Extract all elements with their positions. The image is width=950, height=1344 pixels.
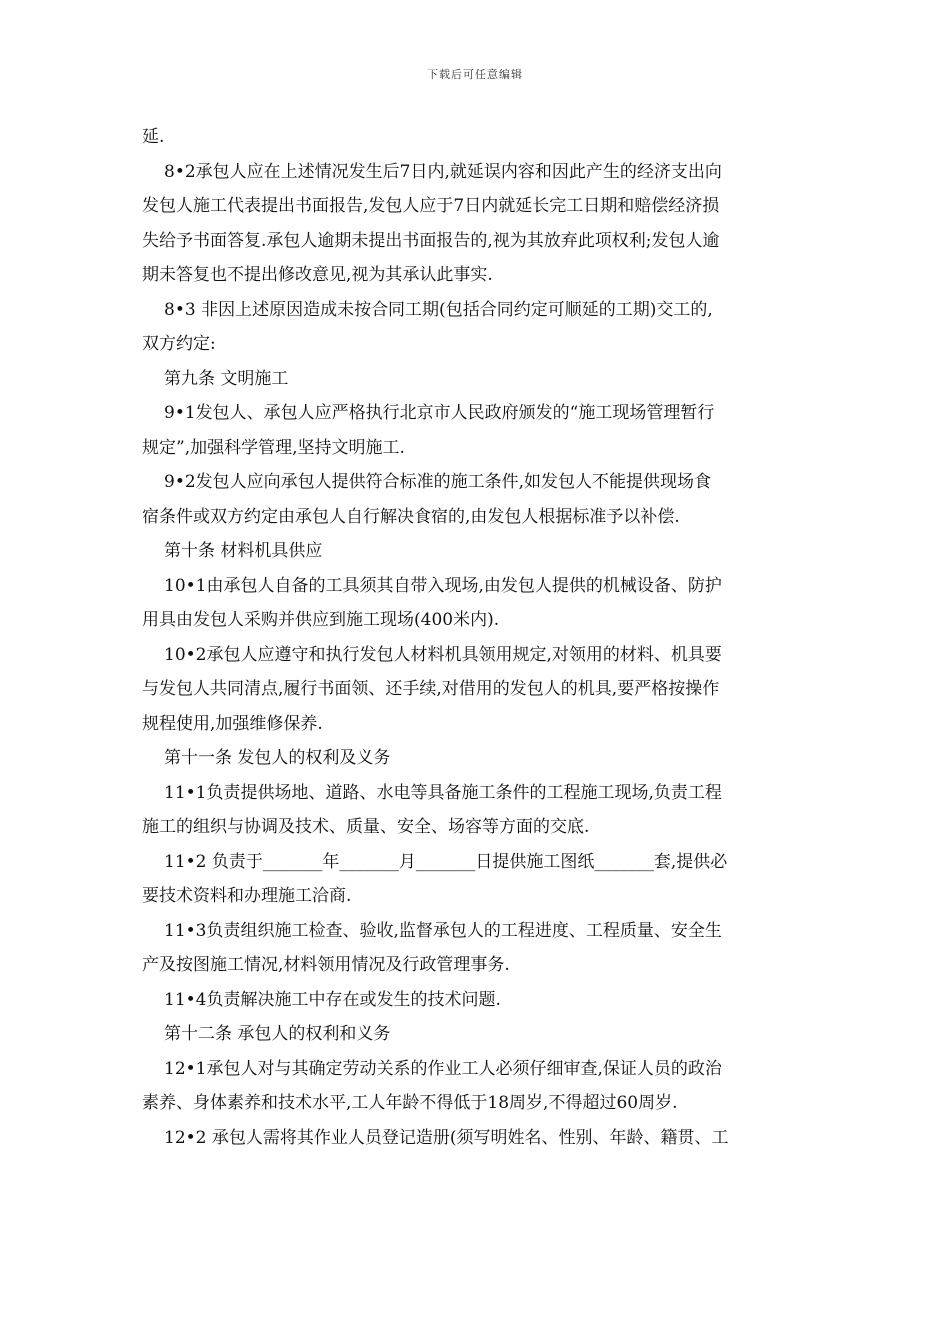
text-line: 期未答复也不提出修改意见,视为其承认此事实.	[142, 265, 493, 285]
text-line: 9•2发包人应向承包人提供符合标准的施工条件,如发包人不能提供现场食	[164, 472, 712, 492]
text-line: 12•2 承包人需将其作业人员登记造册(须写明姓名、性别、年龄、籍贯、工	[164, 1127, 729, 1148]
text-line: 要技术资料和办理施工洽商.	[142, 886, 352, 906]
text-line: 第十一条 发包人的权利及义务	[164, 748, 391, 768]
text-line: 延.	[142, 127, 165, 147]
text-line: 第十条 材料机具供应	[164, 541, 323, 561]
text-line: 10•2承包人应遵守和执行发包人材料机具领用规定,对领用的材料、机具要	[164, 644, 722, 665]
text-line: 与发包人共同清点,履行书面领、还手续,对借用的发包人的机具,要严格按操作	[142, 679, 720, 699]
text-line: 11•2 负责于_______年_______月_______日提供施工图纸_______套,提供必	[164, 851, 728, 872]
page-header: 下载后可任意编辑	[427, 68, 523, 81]
text-line: 素养、身体素养和技术水平,工人年龄不得低于18周岁,不得超过60周岁.	[142, 1093, 678, 1113]
text-line: 11•4负责解决施工中存在或发生的技术问题.	[164, 989, 501, 1010]
text-line: 第九条 文明施工	[164, 368, 289, 389]
text-line: 产及按图施工情况,材料领用情况及行政管理事务.	[142, 955, 510, 975]
text-line: 12•1承包人对与其确定劳动关系的作业工人必须仔细审查,保证人员的政治	[164, 1058, 722, 1079]
text-line: 规定”,加强科学管理,坚持文明施工.	[142, 437, 405, 458]
text-line: 失给予书面答复.承包人逾期未提出书面报告的,视为其放弃此项权利;发包人逾	[142, 230, 720, 251]
text-line: 11•3负责组织施工检查、验收,监督承包人的工程进度、工程质量、安全生	[164, 920, 722, 941]
text-line: 发包人施工代表提出书面报告,发包人应于7日内就延长完工日期和赔偿经济损	[142, 196, 720, 216]
text-line: 10•1由承包人自备的工具须其自带入现场,由发包人提供的机械设备、防护	[164, 575, 722, 596]
text-line: 规程使用,加强维修保养.	[142, 713, 323, 734]
text-line: 11•1负责提供场地、道路、水电等具备施工条件的工程施工现场,负责工程	[164, 782, 722, 803]
document-body	[142, 120, 810, 1155]
text-line: 第十二条 承包人的权利和义务	[164, 1024, 391, 1044]
text-line: 双方约定:	[142, 334, 216, 354]
text-line: 8•2承包人应在上述情况发生后7日内,就延误内容和因此产生的经济支出向	[164, 161, 722, 182]
text-line: 施工的组织与协调及技术、质量、安全、场容等方面的交底.	[142, 817, 590, 837]
text-line: 宿条件或双方约定由承包人自行解决食宿的,由发包人根据标准予以补偿.	[142, 506, 680, 527]
text-line: 用具由发包人采购并供应到施工现场(400米内).	[142, 610, 500, 630]
text-line: 8•3 非因上述原因造成未按合同工期(包括合同约定可顺延的工期)交工的,	[164, 299, 713, 320]
text-line: 9•1发包人、承包人应严格执行北京市人民政府颁发的“施工现场管理暂行	[164, 403, 715, 423]
